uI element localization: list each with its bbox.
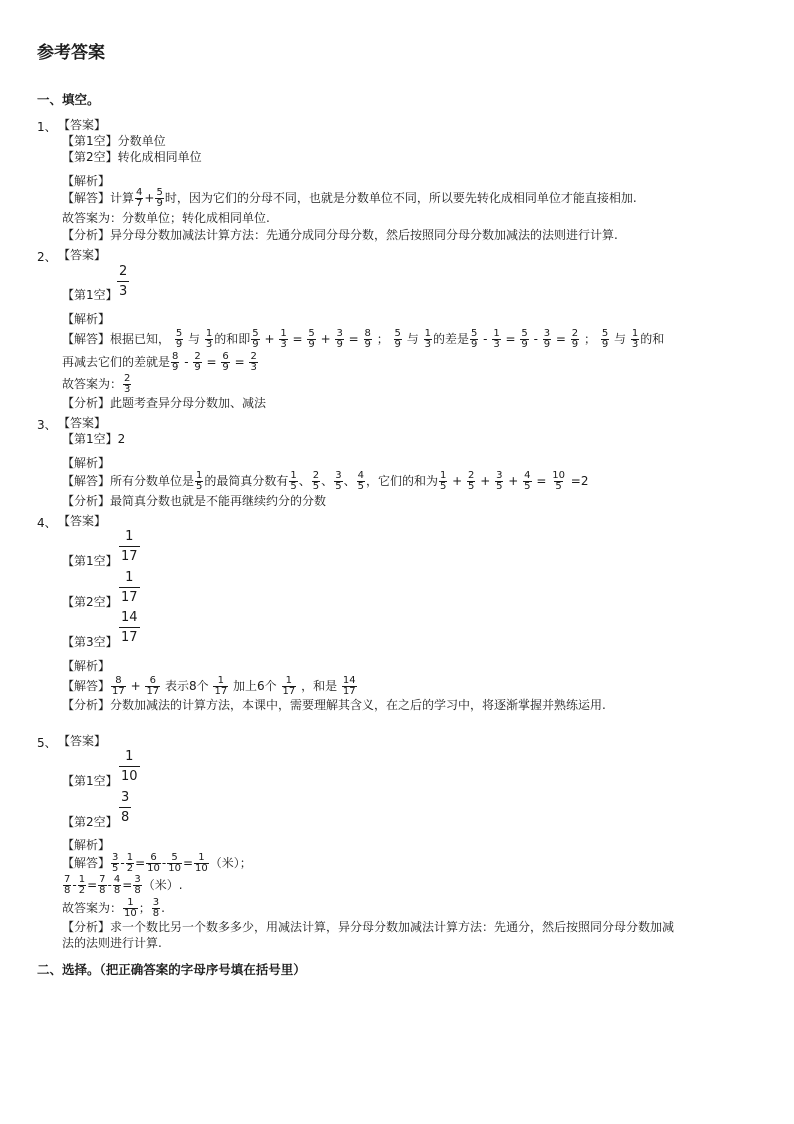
solution-line-2: $\frac{7}{8}$ - $\frac{1}{2}$ = $\frac{7}{8}$ - $\frac{4}{8}$ = $\frac{3}{8}$ （米）. — [64, 874, 183, 896]
answer-tag: 【答案】 — [58, 514, 107, 528]
blank-1-label: 【第1空】 — [62, 288, 118, 302]
analysis-tag: 【解析】 — [62, 456, 111, 470]
blank-2-label: 【第2空】 — [62, 595, 118, 609]
analysis-line: 【分析】异分母分数加减法计算方法：先通分成同分母分数，然后按照同分母分数加减法的法则进行计算. — [62, 228, 618, 242]
analysis-tag: 【解析】 — [62, 838, 111, 852]
blank-1-fraction: 1 17 — [121, 529, 138, 564]
solution-line: 【解答】所有分数单位是 $\frac{1}{5}$ 的最简真分数有 $\frac{1}{5}$ 、 $\frac{2}{5}$ 、 $\frac{3}{5}$ 、 $\frac{4}{5}$ ，它们的和为 $\frac{1}{5}$ + $\frac{2}{5}$ + $\frac{3}{5}$ + $\frac{4}{5}$ = $\frac{10}{5}$ =2 — [62, 470, 589, 492]
analysis-tag: 【解析】 — [62, 174, 111, 188]
question-number-1: 1、 — [37, 120, 57, 134]
question-number-3: 3、 — [37, 418, 57, 432]
analysis-line-2: 法的法则进行计算. — [62, 936, 162, 950]
blank-1-label: 【第1空】 — [62, 554, 118, 568]
solution-line-1: 【解答】根据已知， $\frac{5}{9}$ 与 $\frac{1}{3}$ 的和即 $\frac{5}{9}$ + $\frac{1}{3}$ = $\frac{5}{9}$ + $\frac{3}{9}$ = $\frac{8}{9}$ ； $\frac{5}{9}$ 与 $\frac{1}{3}$ 的差是 $\frac{5}{9}$ - $\frac{1}{3}$ = $\frac{5}{9}$ - $\frac{3}{9}$ = $\frac{2}{9}$ ； $\frac{5}{9}$ 与 $\frac{1}{3}$ 的和 — [62, 328, 665, 350]
solution-line: 【解答】 $\frac{8}{17}$ + $\frac{6}{17}$ 表示8个 $\frac{1}{17}$ 加上6个 $\frac{1}{17}$ ，和是 $\frac{14}{17}$ — [62, 675, 356, 697]
question-number-5: 5、 — [37, 736, 57, 750]
solution-line-1: 【解答】 $\frac{3}{5}$ - $\frac{1}{2}$ = $\frac{6}{10}$ - $\frac{5}{10}$ = $\frac{1}{10}$ （米）； — [62, 852, 252, 874]
analysis-tag: 【解析】 — [62, 659, 111, 673]
answer-tag: 【答案】 — [58, 416, 107, 430]
answer-tag: 【答案】 — [58, 118, 107, 132]
blank-1: 【第1空】分数单位 — [62, 134, 166, 148]
blank-3-label: 【第3空】 — [62, 635, 118, 649]
analysis-line: 【分析】分数加减法的计算方法，本课中，需要理解其含义，在之后的学习中，将逐渐掌握并熟练运用. — [62, 698, 606, 712]
analysis-line-1: 【分析】求一个数比另一个数多多少，用减法计算，异分母分数加减法计算方法：先通分，然后按照同分母分数加减 — [62, 920, 675, 934]
blank-1-fraction: 1 10 — [121, 749, 138, 784]
blank-2-fraction: 1 17 — [121, 570, 138, 605]
blank-3-fraction: 14 17 — [121, 610, 138, 645]
section-heading-fill: 一、填空。 — [37, 92, 100, 107]
blank-2: 【第2空】转化成相同单位 — [62, 150, 202, 164]
analysis-tag: 【解析】 — [62, 312, 111, 326]
page-title: 参考答案 — [37, 43, 105, 63]
question-number-2: 2、 — [37, 250, 57, 264]
answer-tag: 【答案】 — [58, 248, 107, 262]
analysis-line: 【分析】此题考查异分母分数加、减法 — [62, 396, 267, 410]
conclusion-line: 故答案为： $\frac{1}{10}$ ； $\frac{3}{8}$ . — [62, 897, 165, 919]
blank-1-fraction: 2 3 — [119, 264, 128, 299]
analysis-line: 【分析】最简真分数也就是不能再继续约分的分数 — [62, 494, 327, 508]
section-heading-choice: 二、选择。（把正确答案的字母序号填在括号里） — [37, 962, 306, 977]
blank-2-label: 【第2空】 — [62, 815, 118, 829]
solution-line: 【解答】计算 $\frac{4}{7}$ + $\frac{5}{9}$ 时，因为它们的分母不同，也就是分数单位不同，所以要先转化成相同单位才能直接相加. — [62, 187, 637, 209]
conclusion-line: 故答案为：分数单位；转化成相同单位. — [62, 211, 270, 225]
answer-tag: 【答案】 — [58, 734, 107, 748]
blank-1-label: 【第1空】 — [62, 774, 118, 788]
blank-2-fraction: 3 8 — [121, 790, 130, 825]
conclusion-line: 故答案为： $\frac{2}{3}$ — [62, 373, 131, 395]
solution-line-2: 再减去它们的差就是 $\frac{8}{9}$ - $\frac{2}{9}$ = $\frac{6}{9}$ = $\frac{2}{3}$ — [62, 351, 257, 373]
question-number-4: 4、 — [37, 516, 57, 530]
blank-1: 【第1空】2 — [62, 432, 126, 446]
